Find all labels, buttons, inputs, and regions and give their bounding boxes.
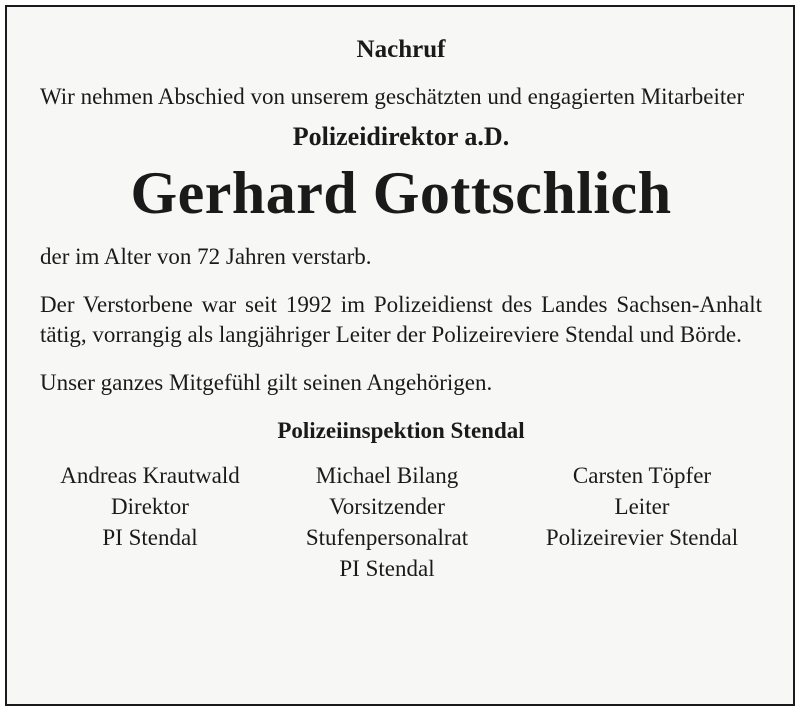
signer-name: Andreas Krautwald — [60, 463, 240, 488]
signer-bilang — [282, 460, 492, 584]
signer-unit: PI Stendal — [102, 525, 198, 550]
signer-unit: Polizeirevier Stendal — [545, 525, 739, 550]
notice-heading: Nachruf — [356, 36, 446, 63]
signer-unit: PI Stendal — [339, 556, 435, 581]
signer-role: Leiter — [614, 494, 670, 519]
obituary-notice — [5, 5, 795, 706]
signer-name: Michael Bilang — [315, 463, 459, 488]
signer-name: Carsten Töpfer — [572, 463, 712, 488]
career-text: Der Verstorbene war seit 1992 im Polizeidienst des Landes Sachsen-Anhalt tätig, vorrangig als langjähriger Leiter der Polizeireviere Stendal und Börde. — [40, 292, 762, 347]
signer-body: Stufenpersonalrat — [305, 525, 469, 550]
deceased-name: Gerhard Gottschlich — [130, 160, 672, 226]
signers-row — [40, 460, 762, 584]
deceased-rank: Polizeidirektor a.D. — [292, 122, 510, 151]
age-line: der im Alter von 72 Jahren verstarb. — [40, 244, 372, 269]
signer-role: Vorsitzender — [329, 494, 445, 519]
condolence-text: Unser ganzes Mitgefühl gilt seinen Angehörigen. — [40, 370, 493, 395]
signer-krautwald — [40, 460, 260, 584]
intro-text: Wir nehmen Abschied von unserem geschätzten und engagierten Mitarbeiter — [40, 84, 745, 109]
signer-toepfer — [522, 460, 762, 584]
organization-name: Polizeiinspektion Stendal — [277, 418, 525, 443]
signer-role: Direktor — [111, 494, 189, 519]
notice-content — [40, 32, 762, 584]
